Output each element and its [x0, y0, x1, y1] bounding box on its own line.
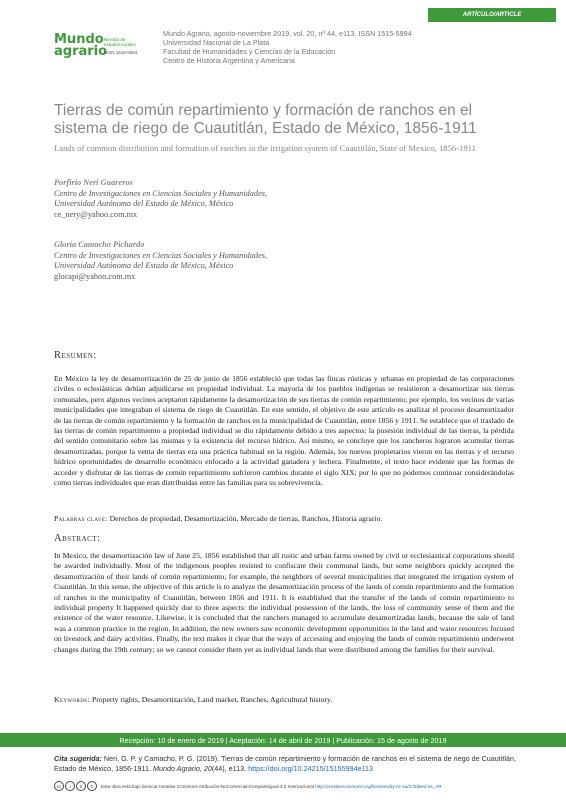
- author-name: Porfirio Neri Guareros: [54, 178, 133, 187]
- cc-icon: cc: [54, 781, 64, 791]
- keywords: [54, 695, 524, 705]
- license-text: [101, 784, 442, 789]
- license-link[interactable]: http://creativecommons.org/licenses/by-nc-sa/4.0/deed.es_AR: [315, 783, 442, 789]
- author-2: [54, 240, 474, 282]
- citation-text: Neri, G. P. y Camacho, P. G. (2019). Tierras de común repartimiento y formación de ranchos en el sistema de riego de Cuautitlán, Estado de México, 1856-1911.: [54, 754, 516, 773]
- author-name: Gloria Camacho Pichardo: [54, 240, 145, 249]
- journal-line1: Mundo Agrario, agosto-noviembre 2019, vol. 20, nº 44, e113. ISSN 1515-5994: [163, 29, 412, 38]
- article-type-badge: ARTÍCULO/ARTICLE: [428, 8, 556, 22]
- author-affiliation: Universidad Autónoma del Estado de México, México: [54, 199, 234, 208]
- keywords-text: Property rights, Desamortización, Land market, Ranches, Agricultural history.: [91, 695, 333, 704]
- citation-label: Cita sugerida:: [54, 754, 102, 763]
- doi-link[interactable]: https://doi.org/10.24215/15155994e113: [248, 763, 374, 773]
- abstract-text: In Mexico, the desamortización law of June 25, 1856 established that all rustic and urban farms owned by civil or ecclesiastical corporations should be awarded individually. Most of the indigenous peoples resisted to confiscate their communal lands, but some neighbors quickly accepted the desamortización of their lands of común repartimiento; for example, the neighbors of several municipalities that integrated the irrigation system of Cuautitlán. In this sense, the objective of this article is to analyze the desamortización process of the lands of común repartimiento and the formation of ranches in the municipality of Cuautitlán, between 1856 and 1911. It is established that the transfer of the lands of común repartimiento to individual property It happened quickly due to three aspects: the individual possession of the lands, the loss of community sense of them and the existence of the water resource. Likewise, it is concluded that the ranchers managed to accumulate desamortizadas lands, because the sale of land was a common practice in the region. In addition, the new owners saw economic development opportunities in the land and water resources focused on livestock and dairy activities. Finally, the text makes it clear that the ways of accessing and enjoying the lands of común repartimiento underwent changes during the 19th century; so we cannot consider them yet as individual lands that were distributed among the families for their survival.: [54, 551, 514, 654]
- sa-icon: ↻: [87, 781, 97, 791]
- resumen-heading: Resumen:: [54, 350, 97, 361]
- citation-issue: (44), e113.: [211, 763, 249, 773]
- logo-side2: estudios rurales: [104, 42, 136, 47]
- journal-logo: [54, 34, 154, 64]
- logo-issn: ISSN 1515-5994: [104, 50, 138, 55]
- keywords-label: Palabras clave:: [54, 514, 108, 523]
- article-title-es: Tierras de común repartimiento y formación de ranchos en el sistema de riego de Cuautitlán, Estado de México, 1856-1911: [54, 102, 477, 137]
- logo-side1: Revista de: [104, 37, 126, 42]
- author-affiliation: Centro de Investigaciones en Ciencias Sociales y Humanidades,: [54, 250, 268, 260]
- license-notice: [54, 781, 524, 791]
- author-affiliation: Universidad Autónoma del Estado de México, México: [54, 261, 234, 270]
- palabras-clave: [54, 514, 524, 524]
- abstract-heading: Abstract:: [54, 533, 101, 544]
- logo-line1: Mundo: [54, 32, 104, 47]
- keywords-text: Derechos de propiedad, Desamortización, Mercado de tierras, Ranchos, Historia agrario.: [109, 514, 383, 523]
- author-1: [54, 178, 474, 220]
- by-icon: i: [65, 781, 75, 791]
- dates-bar: Recepción: 10 de enero de 2019 | Aceptación: 14 de abril de 2019 | Publicación: 15 de agosto de 2019: [0, 733, 566, 747]
- cc-license-icon[interactable]: [54, 781, 97, 791]
- citation-journal: Mundo Agrario, 20: [152, 763, 212, 773]
- resumen-text: En México la ley de desamortización de 25 de junio de 1856 estableció que todas las fincas rústicas y urbanas en propiedad de las corporaciones civiles o eclesiásticas debían adjudicarse en propiedad individual. La mayoría de los pueblos indígenas se resistieron a desamortizar sus tierras comunales, pero algunos vecinos aceptaron rápidamente la desamortización de sus tierras de común repartimiento; por ejemplo, los vecinos de varias municipalidades que integraban el sistema de riego de Cuautitlán. En este sentido, el objetivo de este artículo es analizar el proceso desamortizador de las tierras de común repartimiento y la formación de ranchos en la municipalidad de Cuautitlán, entre 1856 y 1911. Se establece que el traslado de las tierras de común repartimiento a propiedad individual se dio rápidamente debido a tres aspectos: la posesión individual de las tierras, la pérdida del sentido comunitario sobre las mismas y la existencia del recurso hídrico. Así mismo, se concluye que los rancheros lograron acumular tierras desamortizadas, porque la venta de tierras era una práctica habitual en la región. Además, los nuevos propietarios vieron en las tierras y el recurso hídrico oportunidades de desarrollo económico enfocado a la actividad ganadera y lechera. Finalmente, el texto hace evidente que las formas de acceder y disfrutar de las tierras de común repartimiento sufrieron cambios durante el siglo XIX; por lo que no podemos continuar considerándolas como tierras individuales que eran distribuidas entre las familias para su sobrevivencia.: [54, 374, 514, 488]
- journal-line4: Centro de Historia Argentina y Americana: [163, 56, 295, 65]
- nc-icon: $: [76, 781, 86, 791]
- author-email[interactable]: ce_nery@yahoo.com.mx: [54, 209, 138, 219]
- journal-line3: Facultad de Humanidades y Ciencias de la Educación: [163, 47, 336, 56]
- article-title-en: Lands of common distribution and formation of ranches in the irrigation system of Cuautitlán, State of Mexico, 1856-1911: [54, 143, 476, 153]
- author-affiliation: Centro de Investigaciones en Ciencias Sociales y Humanidades,: [54, 188, 268, 198]
- keywords-label: Keywords:: [54, 695, 91, 704]
- suggested-citation: [54, 754, 524, 773]
- logo-line2: agrario: [54, 44, 108, 59]
- journal-line2: Universidad Nacional de La Plata: [163, 38, 270, 47]
- logo-subtitle: [104, 37, 137, 55]
- author-email[interactable]: glocapi@yahoo.com.mx: [54, 271, 136, 281]
- license-statement: Esta obra está bajo licencia Creative Commons Atribución-NoComercial-Compartirigual 4.0 Internacional: [101, 783, 316, 789]
- journal-info: [163, 29, 543, 65]
